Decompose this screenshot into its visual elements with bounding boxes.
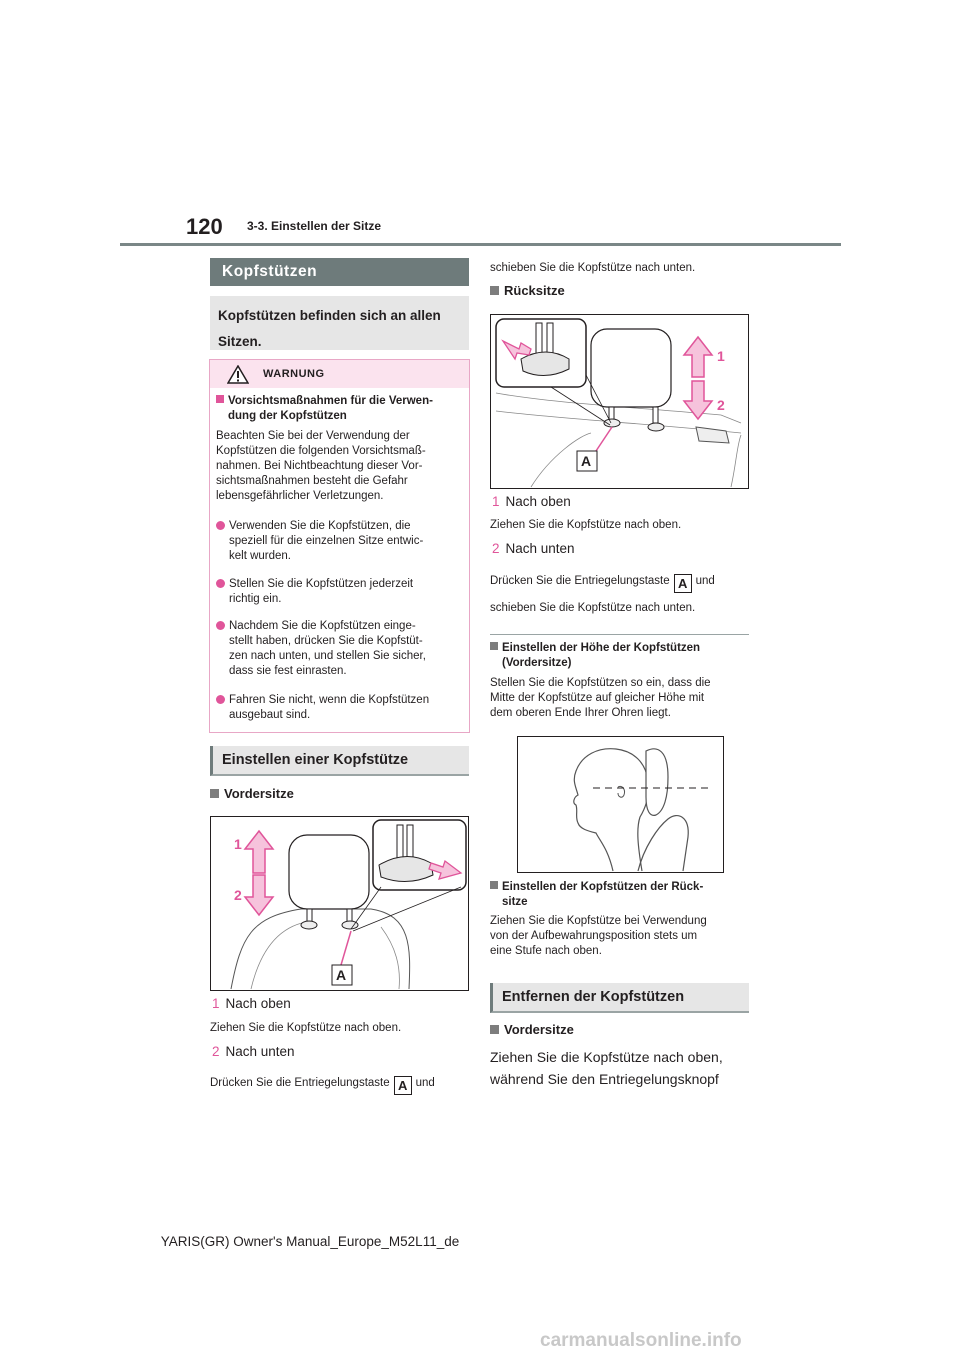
intro-text: Kopfstützen befinden sich an allen Sitzen. (218, 308, 441, 349)
warning-header (210, 360, 469, 388)
page-number: 120 (186, 214, 223, 239)
rear-adjust-subheading: Einstellen der Kopfstützen der Rück- sitze (490, 880, 703, 910)
figure-label-a: A (581, 453, 592, 469)
warning-bullet: Verwenden Sie die Kopfstützen, die speziell für die einzelnen Sitze entwic- kelt wurden. (216, 519, 462, 564)
warning-icon (227, 365, 249, 384)
release-button-badge: A (394, 1076, 412, 1095)
front-headrest-figure (210, 816, 469, 991)
step-1: 1 Nach oben (492, 494, 571, 509)
warning-bullet: Stellen Sie die Kopfstützen jederzeit richtig ein. (216, 577, 462, 607)
divider (490, 634, 749, 635)
step-2-desc: Drücken Sie die Entriegelungstaste A und (210, 1077, 435, 1093)
rear-seats-heading: Rücksitze (490, 283, 565, 298)
adjust-heading: Einstellen einer Kopfstütze (210, 746, 469, 776)
grey-square-icon (210, 789, 219, 798)
figure-label-2: 2 (717, 397, 725, 413)
pink-square-icon (216, 395, 224, 403)
head-position-figure (517, 736, 724, 873)
footer: YARIS(GR) Owner's Manual_Europe_M52L11_de (160, 1234, 460, 1249)
pink-dot-icon (216, 521, 225, 530)
rear-adjust-text: Ziehen Sie die Kopfstütze bei Verwendung von der Aufbewahrungsposition stets um eine Stufe nach oben. (490, 915, 707, 957)
section-title: 3-3. Einstellen der Sitze (247, 219, 382, 233)
continued-text: schieben Sie die Kopfstütze nach unten. (490, 262, 696, 274)
warning-bullet: Fahren Sie nicht, wenn die Kopfstützen ausgebaut sind. (216, 693, 462, 723)
rear-headrest-figure (490, 314, 749, 489)
height-subheading: Einstellen der Höhe der Kopfstützen (Vordersitze) (490, 641, 700, 671)
step-2-desc: Drücken Sie die Entriegelungstaste A und (490, 575, 715, 591)
grey-square-icon (490, 642, 498, 650)
grey-square-icon (490, 286, 499, 295)
pink-dot-icon (216, 621, 225, 630)
remove-heading: Entfernen der Kopfstützen (490, 983, 749, 1013)
step-1-desc: Ziehen Sie die Kopfstütze nach oben. (490, 519, 682, 531)
pink-dot-icon (216, 695, 225, 704)
page-title: Kopfstützen (210, 258, 469, 286)
header-rule (120, 243, 841, 246)
height-text: Stellen Sie die Kopfstützen so ein, dass die Mitte der Kopfstütze auf gleicher Höhe mit dem oberen Ende Ihrer Ohren liegt. (490, 677, 711, 719)
step-1-desc: Ziehen Sie die Kopfstütze nach oben. (210, 1022, 402, 1034)
warning-box (209, 359, 470, 733)
figure-label-2: 2 (234, 887, 242, 903)
step-2: 2 Nach unten (492, 541, 575, 556)
watermark: carmanualsonline.info (540, 1330, 742, 1351)
warning-body: Beachten Sie bei der Verwendung der Kopfstützen die folgenden Vorsichtsmaß- nahmen. Bei Nichtbeachtung dieser Vor- sichtsmaßnahmen besteht die Gefahr lebensgefährlicher Verletzungen. (216, 430, 426, 502)
remove-front-heading: Vordersitze (490, 1022, 574, 1037)
step-1: 1 Nach oben (212, 996, 291, 1011)
grey-square-icon (490, 881, 498, 889)
figure-label-1: 1 (234, 836, 242, 852)
release-button-badge: A (674, 574, 692, 593)
pink-dot-icon (216, 579, 225, 588)
figure-label-1: 1 (717, 348, 725, 364)
front-seats-heading: Vordersitze (210, 786, 294, 801)
remove-text: Ziehen Sie die Kopfstütze nach oben, während Sie den Entriegelungsknopf (490, 1049, 723, 1087)
warning-bullet: Nachdem Sie die Kopfstützen einge- stellt haben, drücken Sie die Kopfstüt- zen nach unten, und stellen Sie sicher, dass sie fest einrasten. (216, 619, 462, 679)
grey-square-icon (490, 1025, 499, 1034)
step-2: 2 Nach unten (212, 1044, 295, 1059)
warning-subtitle: Vorsichtsmaßnahmen für die Verwen- dung der Kopfstützen (216, 394, 462, 424)
figure-label-a: A (336, 967, 347, 983)
intro-box (210, 296, 469, 350)
step-2-desc-cont: schieben Sie die Kopfstütze nach unten. (490, 602, 696, 614)
warning-label: WARNUNG (263, 368, 325, 380)
